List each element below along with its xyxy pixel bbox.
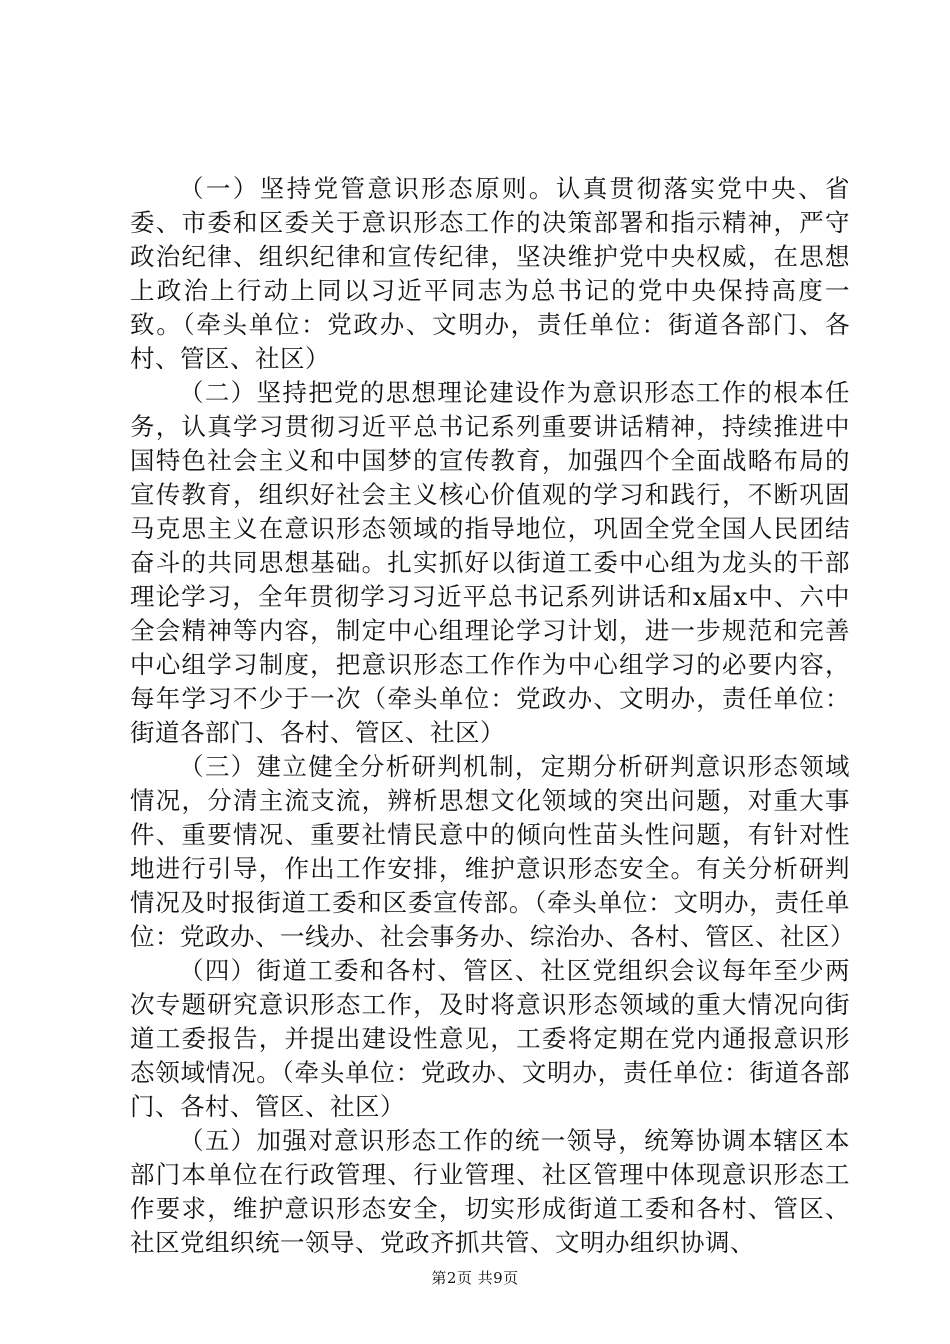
paragraph-3: （三）建立健全分析研判机制，定期分析研判意识形态领域情况，分清主流支流，辨析思想文化领域的突出问题，对重大事件、重要情况、重要社情民意中的倾向性苗头性问题，有针对性地进行引导，作出工作安排，维护意识形态安全。有关分析研判情况及时报街道工委和区委宣传部。（牵头单位：文明办，责任单位：党政办、一线办、社会事务办、综治办、各村、管区、社区）	[130, 752, 855, 951]
paragraph-2: （二）坚持把党的思想理论建设作为意识形态工作的根本任务，认真学习贯彻习近平总书记系列重要讲话精神，持续推进中国特色社会主义和中国梦的宣传教育，加强四个全面战略布局的宣传教育，组织好社会主义核心价值观的学习和践行，不断巩固马克思主义在意识形态领域的指导地位，巩固全党全国人民团结奋斗的共同思想基础。扎实抓好以街道工委中心组为龙头的干部理论学习，全年贯彻学习习近平总书记系列讲话和x届x中、六中全会精神等内容，制定中心组理论学习计划，进一步规范和完善中心组学习制度，把意识形态工作作为中心组学习的必要内容，每年学习不少于一次（牵头单位：党政办、文明办，责任单位：街道各部门、各村、管区、社区）	[130, 378, 850, 747]
document-body	[130, 172, 855, 1260]
paragraph-5: （五）加强对意识形态工作的统一领导，统筹协调本辖区本部门本单位在行政管理、行业管理、社区管理中体现意识形态工作要求，维护意识形态安全，切实形成街道工委和各村、管区、社区党组织统一领导、党政齐抓共管、文明办组织协调、	[130, 1126, 850, 1257]
paragraph-4: （四）街道工委和各村、管区、社区党组织会议每年至少两次专题研究意识形态工作，及时将意识形态领域的重大情况向街道工委报告，并提出建设性意见，工委将定期在党内通报意识形态领域情况。（牵头单位：党政办、文明办，责任单位：街道各部门、各村、管区、社区）	[130, 956, 850, 1121]
paragraph-1: （一）坚持党管意识形态原则。认真贯彻落实党中央、省委、市委和区委关于意识形态工作的决策部署和指示精神，严守政治纪律、组织纪律和宣传纪律，坚决维护党中央权威，在思想上政治上行动上同以习近平同志为总书记的党中央保持高度一致。（牵头单位：党政办、文明办，责任单位：街道各部门、各村、管区、社区）	[130, 174, 850, 373]
page-footer	[0, 1268, 950, 1288]
page-number: 第2页 共9页	[431, 1269, 519, 1287]
